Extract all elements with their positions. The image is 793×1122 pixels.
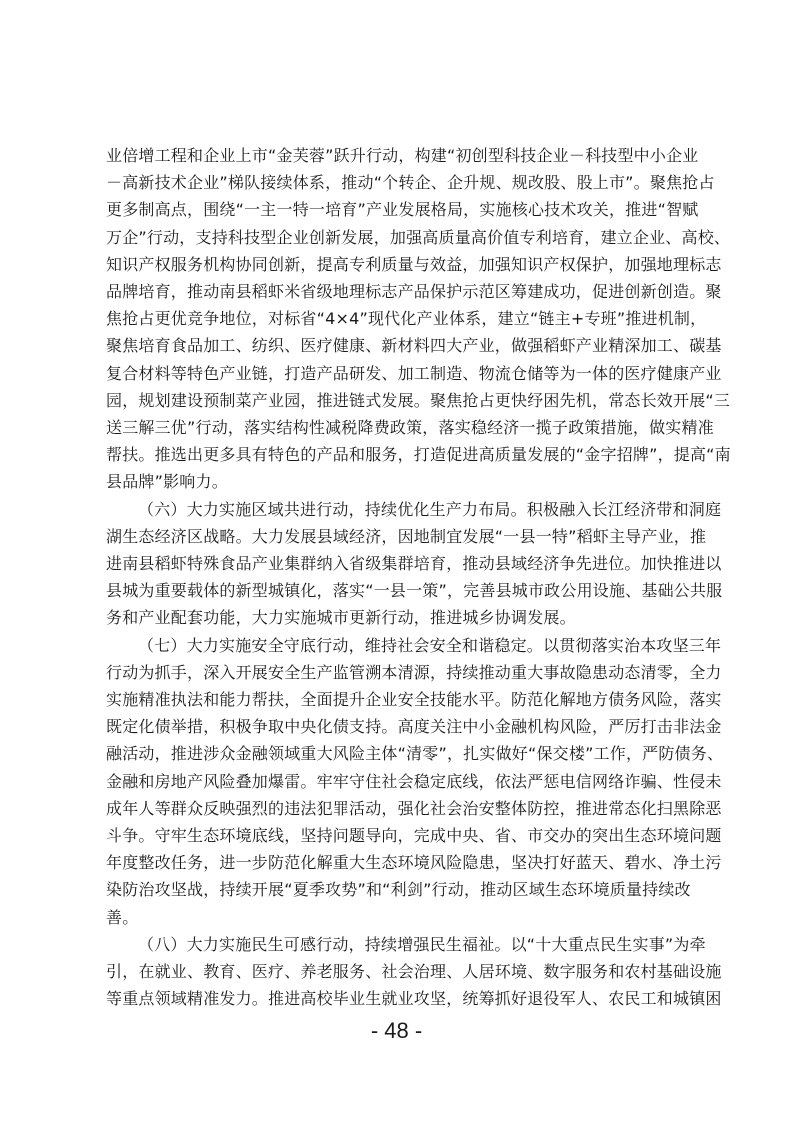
text-line: 送三解三优”行动，落实结构性减税降费政策，落实稳经济一揽子政策措施，做实精准 bbox=[106, 418, 714, 438]
text-line: 金融和房地产风险叠加爆雷。牢牢守住社会稳定底线，依法严惩电信网络诈骗、性侵未 bbox=[106, 771, 722, 791]
text-line: 引，在就业、教育、医疗、养老服务、社会治理、人居环境、数字服务和农村基础设施 bbox=[106, 962, 722, 982]
text-line: 县品牌”影响力。 bbox=[106, 472, 228, 492]
paragraph bbox=[106, 931, 722, 1013]
text-line: 品牌培育，推动南县稻虾米省级地理标志产品保护示范区筹建成功，促进创新创造。聚 bbox=[106, 282, 722, 302]
text-line: 斗争。守牢生态环境底线，坚持问题导向，完成中央、省、市交办的突出生态环境问题 bbox=[106, 826, 722, 846]
text-line: 实施精准执法和能力帮扶，全面提升企业安全技能水平。防范化解地方债务风险，落实 bbox=[106, 690, 722, 710]
text-line: （七）大力实施安全守底行动，维持社会安全和谐稳定。以贯彻落实治本攻坚三年 bbox=[138, 635, 722, 655]
text-line: 万企”行动，支持科技型企业创新发展，加强高质量高价值专利培育，建立企业、高校、 bbox=[106, 227, 731, 247]
text-line: 焦抢占更优竞争地位，对标省“4×4”现代化产业体系，建立“链主+专班”推进机制， bbox=[106, 309, 707, 329]
text-line: 县城为重要载体的新型城镇化，落实“一县一策”，完善县城市政公用设施、基础公共服 bbox=[106, 581, 723, 601]
text-line: （六）大力实施区域共进行动，持续优化生产力布局。积极融入长江经济带和洞庭 bbox=[138, 499, 722, 519]
text-line: 务和产业配套功能，大力实施城市更新行动，推进城乡协调发展。 bbox=[106, 608, 576, 628]
text-line: 业倍增工程和企业上市“金芙蓉”跃升行动，构建“初创型科技企业－科技型中小企业 bbox=[106, 146, 699, 165]
text-line: 善。 bbox=[106, 907, 139, 927]
text-line: 既定化债举措，积极争取中央化债支持。高度关注中小金融机构风险，严厉打击非法金 bbox=[106, 717, 722, 737]
text-line: 融活动，推进涉众金融领域重大风险主体“清零”，扎实做好“保交楼”工作，严防债务、 bbox=[106, 744, 724, 764]
text-line: 复合材料等特色产业链，打造产品研发、加工制造、物流仓储等为一体的医疗健康产业 bbox=[106, 363, 722, 383]
text-line: 知识产权服务机构协同创新，提高专利质量与效益，加强知识产权保护，加强地理标志 bbox=[106, 254, 722, 274]
text-line: 聚焦培育食品加工、纺织、医疗健康、新材料四大产业，做强稻虾产业精深加工、碳基 bbox=[106, 336, 722, 356]
text-line: －高新技术企业”梯队接续体系，推动“个转企、企升规、规改股、股上市”。聚焦抢占 bbox=[106, 173, 715, 193]
text-line: 成年人等群众反映强烈的违法犯罪活动，强化社会治安整体防控，推进常态化扫黑除恶 bbox=[106, 798, 722, 818]
text-line: 园，规划建设预制菜产业园，推进链式发展。聚焦抢占更快纾困先机，常态长效开展“三 bbox=[106, 390, 731, 410]
text-line: 帮扶。推选出更多具有特色的产品和服务，打造促进高质量发展的“金字招牌”，提高“南 bbox=[106, 445, 731, 465]
text-line: 更多制高点，围绕“一主一特一培育”产业发展格局，实施核心技术攻关，推进“智赋 bbox=[106, 200, 699, 220]
text-line: 等重点领域精准发力。推进高校毕业生就业攻坚，统筹抓好退役军人、农民工和城镇困 bbox=[106, 989, 722, 1009]
paragraph bbox=[106, 496, 723, 632]
text-line: 湖生态经济区战略。大力发展县域经济，因地制宜发展“一县一特”稻虾主导产业，推 bbox=[106, 526, 707, 546]
paragraph bbox=[106, 632, 724, 931]
text-line: 进南县稻虾特殊食品产业集群纳入省级集群培育，推动县域经济争先进位。加快推进以 bbox=[106, 554, 722, 574]
text-line: 染防治攻坚战，持续开展“夏季攻势”和“利剑”行动，推动区域生态环境质量持续改 bbox=[106, 880, 691, 900]
text-line: 年度整改任务，进一步防范化解重大生态环境风险隐患，坚决打好蓝天、碧水、净土污 bbox=[106, 853, 722, 873]
text-line: （八）大力实施民生可感行动，持续增强民生福祉。以“十大重点民生实事”为牵 bbox=[138, 934, 706, 954]
paragraph bbox=[106, 142, 731, 496]
body-text bbox=[106, 142, 731, 1013]
page-number: - 48 - bbox=[370, 1018, 423, 1043]
text-line: 行动为抓手，深入开展安全生产监管溯本清源，持续推动重大事故隐患动态清零，全力 bbox=[106, 662, 722, 682]
